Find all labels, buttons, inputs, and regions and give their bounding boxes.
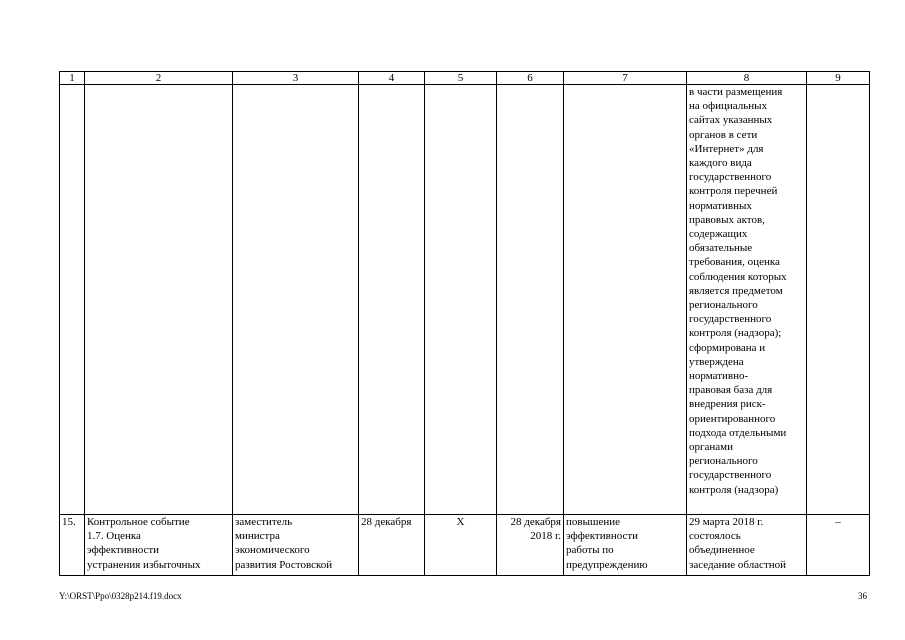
col-number: 5 [425, 72, 497, 85]
table-cell [60, 85, 85, 515]
table-cell [564, 85, 687, 515]
col-number: 8 [687, 72, 807, 85]
col-number: 9 [807, 72, 870, 85]
table-cell [359, 85, 425, 515]
planned-start-cell: 28 декабря [359, 515, 425, 576]
page-number: 36 [858, 591, 867, 601]
result-cell: в части размещения на официальных сайтах указанных органов в сети «Интернет» для каждого вида государственного контроля перечней нормативных правовых актов, содержащих обязательные требования, оценка соблюдения которых является предметом регионального государственного контроля (надзора); сформирована и утверждена нормативно- правовая база для внедрения риск- ориентированного подхода отдельными органами регионального государственного контроля (надзора) [687, 85, 807, 515]
column-number-row [60, 72, 870, 85]
file-path: Y:\ORST\Ppo\0328p214.f19.docx [59, 591, 182, 601]
notes-cell: – [807, 515, 870, 576]
table-cell [807, 85, 870, 515]
col-number: 4 [359, 72, 425, 85]
table-cell [233, 85, 359, 515]
expected-result-cell: повышение эффективности работы по предупреждению [564, 515, 687, 576]
col-number: 1 [60, 72, 85, 85]
col-number: 2 [85, 72, 233, 85]
col-number: 7 [564, 72, 687, 85]
mark-cell: X [425, 515, 497, 576]
col-number: 3 [233, 72, 359, 85]
col-number: 6 [497, 72, 564, 85]
table-row [60, 515, 870, 576]
table-cell [85, 85, 233, 515]
table-cell [497, 85, 564, 515]
row-number: 15. [60, 515, 85, 576]
table-cell [425, 85, 497, 515]
planned-end-cell: 28 декабря 2018 г. [497, 515, 564, 576]
continuation-row [60, 85, 870, 515]
actual-result-cell: 29 марта 2018 г. состоялось объединенное заседание областной [687, 515, 807, 576]
responsible-cell: заместитель министра экономического развития Ростовской [233, 515, 359, 576]
event-name-cell: Контрольное событие 1.7. Оценка эффективности устранения избыточных [85, 515, 233, 576]
document-table [59, 71, 870, 576]
